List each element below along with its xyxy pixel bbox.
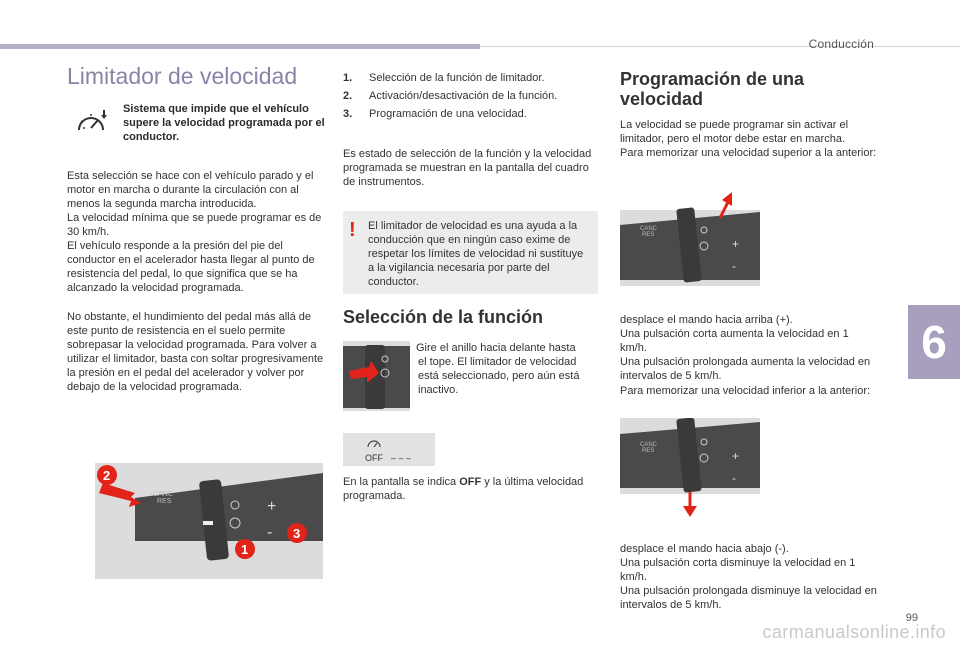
section-label: Conducción — [808, 37, 874, 51]
stalk-illustration-main — [95, 463, 323, 579]
list-item: 3. Programación de una velocidad. — [343, 108, 527, 120]
paragraph-override: No obstante, el hundimiento del pedal más allá de este punto de resistencia en el suelo permite sobrepasar la velocidad programada. Para volver a utilizar el limitador, basta con soltar progresivamente la presión en el pedal del acelerador y volver por debajo de la velocidad programada. — [67, 311, 324, 393]
paragraph-line: La velocidad mínima que se puede programar es de 30 km/h. — [67, 212, 322, 238]
paragraph-line: La velocidad se puede programar sin activar el limitador, pero el motor debe estar en marcha. — [620, 119, 849, 145]
svg-text:-: - — [732, 259, 736, 273]
display-off-panel — [343, 433, 435, 466]
paragraph-conditions — [67, 169, 325, 295]
minus-label: - — [267, 524, 273, 541]
paragraph-line: Para memorizar una velocidad superior a la anterior: — [620, 147, 877, 159]
paragraph-line: Esta selección se hace con el vehículo parado y el motor en marcha o durante la circulación con al menos la segunda marcha introducida. — [67, 170, 314, 210]
page-title: Limitador de velocidad — [67, 63, 298, 89]
svg-text:CANC: CANC — [640, 226, 658, 232]
warning-icon: ! — [349, 219, 356, 241]
svg-text:+: + — [732, 237, 740, 251]
decrease-instructions: desplace el mando hacia abajo (-). Una pulsación corta disminuye la velocidad en 1 km/h. Una pulsación prolongada disminuye la velocidad en intervalos de 5 km/h. — [620, 543, 877, 611]
watermark: carmanualsonline.info — [762, 622, 946, 642]
svg-text:CANC: CANC — [640, 442, 658, 448]
warning-text: El limitador de velocidad es una ayuda a la conducción que en ningún caso exime de respetar los límites de velocidad ni sustituye a la vigilancia necesaria por parte del conductor. — [368, 220, 584, 288]
res-label: RES — [157, 498, 172, 505]
callout-3-label: 3 — [293, 526, 301, 541]
increase-instructions: desplace el mando hacia arriba (+). Una pulsación corta aumenta la velocidad en 1 km/h. Una pulsación prolongada aumenta la velocidad en intervalos de 5 km/h. — [620, 314, 871, 382]
canc-label: CANC — [153, 491, 173, 498]
off-note: En la pantalla se indica OFF y la última velocidad programada. — [343, 476, 584, 502]
selection-bullet: Gire el anillo hacia delante hasta el tope. El limitador de velocidad está seleccionado, pero aún está inactivo. — [416, 342, 580, 396]
callout-1-label: 1 — [241, 542, 249, 557]
stalk-illustration-up — [620, 190, 760, 286]
list-item: 1. Selección de la función de limitador. — [343, 72, 545, 84]
svg-text:RES: RES — [642, 232, 655, 238]
display-icon — [343, 433, 435, 466]
speed-limiter-icon — [75, 108, 109, 136]
intro-text: Sistema que impide que el vehículo supere la velocidad programada por el conductor. — [123, 103, 325, 143]
paragraph-display: Es estado de selección de la función y la velocidad programada se muestran en la pantalla del cuadro de instrumentos. — [343, 148, 592, 188]
chapter-tab[interactable]: 6 — [908, 305, 960, 379]
callout-2-label: 2 — [103, 468, 111, 483]
stalk-illustration-down — [620, 418, 760, 518]
display-off-label: OFF — [365, 453, 383, 463]
numbered-list — [343, 69, 593, 123]
header-rule — [480, 46, 960, 47]
list-item: 2. Activación/desactivación de la función. — [343, 90, 558, 102]
header-bar — [0, 44, 480, 49]
svg-text:-: - — [732, 471, 736, 485]
plus-label: + — [267, 498, 277, 515]
paragraph-line: El vehículo responde a la presión del pie del conductor en el acelerador hasta llegar al punto de resistencia del pedal, lo que significa que se ha alcanzado la velocidad programada. — [67, 240, 315, 294]
heading-programming: Programación de una velocidad — [620, 69, 805, 109]
lower-intro: Para memorizar una velocidad inferior a la anterior: — [620, 385, 871, 397]
page-number: 99 — [905, 612, 918, 624]
svg-text:+: + — [732, 449, 740, 463]
programming-intro — [620, 118, 878, 160]
heading-selection: Selección de la función — [343, 307, 544, 327]
display-dashes: – – – — [391, 453, 412, 463]
svg-text:RES: RES — [642, 448, 655, 454]
